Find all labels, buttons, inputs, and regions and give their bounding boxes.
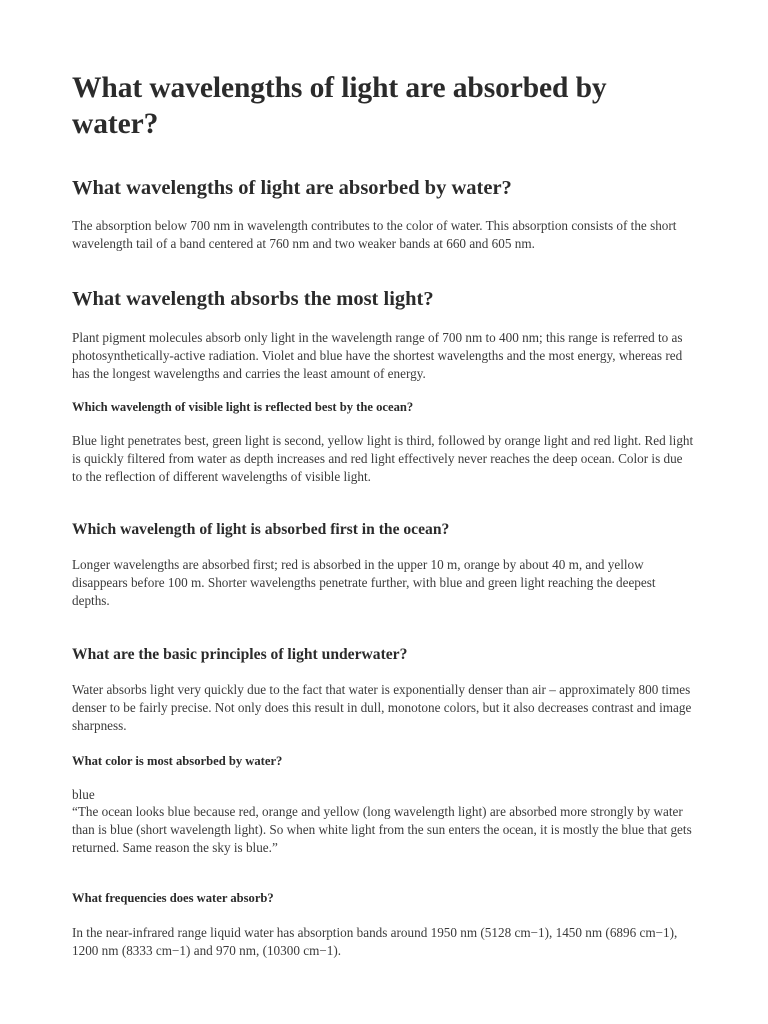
section-heading-absorbed-first: Which wavelength of light is absorbed first in the ocean? <box>72 521 450 538</box>
section-heading-light-underwater: What are the basic principles of light underwater? <box>72 646 408 663</box>
section-answer-most-absorbed-color: blue <box>72 787 95 802</box>
section-body-reflected-best: Blue light penetrates best, green light is second, yellow light is third, followed by orange light and red light. Red light is quickly filtered from water as depth increases and red light effectively never reaches the deep ocean. Color is due to the reflection of different wavelengths of visible light. <box>72 433 694 484</box>
section-heading-water-frequencies: What frequencies does water absorb? <box>72 891 274 905</box>
section-body-most-light: Plant pigment molecules absorb only light in the wavelength range of 700 nm to 400 nm; this range is referred to as photosynthetically-active radiation. Violet and blue have the shortest wavelengths and the most energy, whereas red has the longest wavelengths and carries the least amount of energy. <box>72 330 683 381</box>
section-heading-most-light: What wavelength absorbs the most light? <box>72 288 434 310</box>
section-body-water-frequencies: In the near-infrared range liquid water has absorption bands around 1950 nm (5128 cm−1), 1450 nm (6896 cm−1), 1200 nm (8333 cm−1) and 970 nm, (10300 cm−1). <box>72 925 678 958</box>
section-heading-most-absorbed-color: What color is most absorbed by water? <box>72 754 283 768</box>
section-body-absorbed-wavelengths: The absorption below 700 nm in wavelength contributes to the color of water. This absorption consists of the short wavelength tail of a band centered at 760 nm and two weaker bands at 660 and 605 nm. <box>72 218 677 251</box>
section-body-light-underwater: Water absorbs light very quickly due to the fact that water is exponentially denser than air – approximately 800 times denser to be fairly precise. Not only does this result in dull, monotone colors, but it also decreases contrast and image sharpness. <box>72 682 692 733</box>
section-heading-absorbed-wavelengths: What wavelengths of light are absorbed by water? <box>72 177 512 199</box>
section-heading-reflected-best: Which wavelength of visible light is reflected best by the ocean? <box>72 400 414 414</box>
section-body-most-absorbed-color: “The ocean looks blue because red, orange and yellow (long wavelength light) are absorbed more strongly by water than is blue (short wavelength light). So when white light from the sun enters the ocean, it is mostly the blue that gets returned. Same reason the sky is blue.” <box>72 804 692 855</box>
page-title: What wavelengths of light are absorbed by water? <box>72 72 607 140</box>
section-body-absorbed-first: Longer wavelengths are absorbed first; red is absorbed in the upper 10 m, orange by about 40 m, and yellow disappears before 100 m. Shorter wavelengths penetrate further, with blue and green light reaching the deepest depths. <box>72 557 656 608</box>
